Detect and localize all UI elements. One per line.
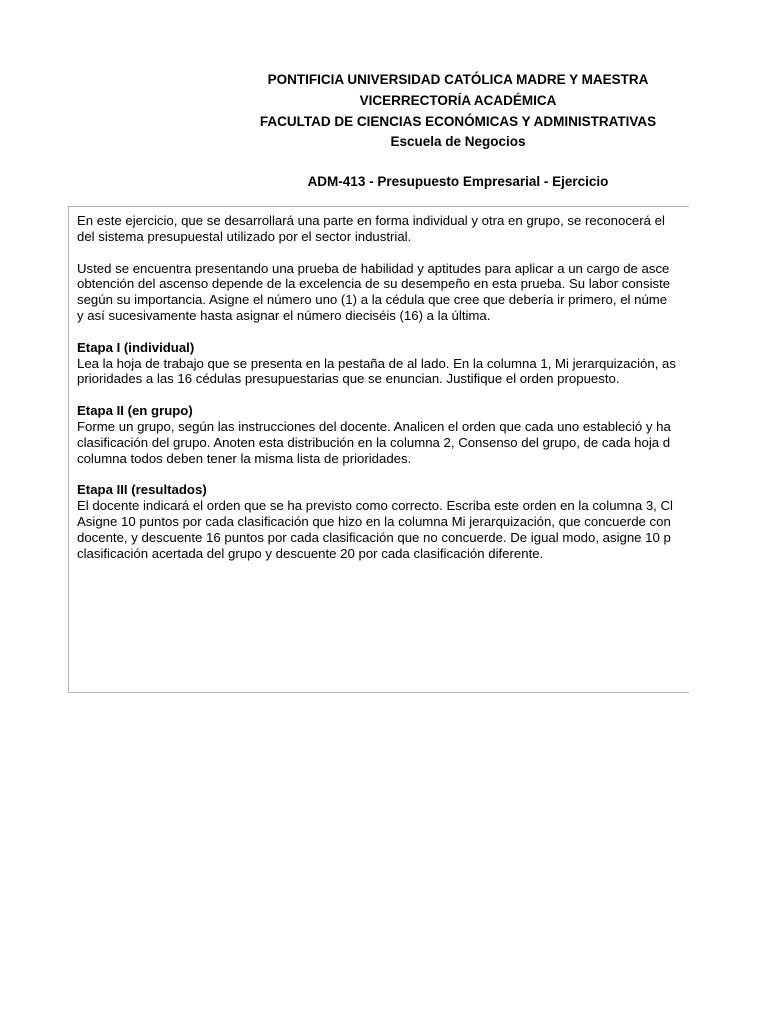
context-paragraph: [77, 261, 689, 324]
stage-1-line: prioridades a las 16 cédulas presupuestarias que se enuncian. Justifique el orden propuesto.: [77, 371, 620, 387]
faculty-name: FACULTAD DE CIENCIAS ECONÓMICAS Y ADMINISTRATIVAS: [259, 113, 657, 129]
university-name: PONTIFICIA UNIVERSIDAD CATÓLICA MADRE Y MAESTRA: [267, 72, 649, 87]
instructions-box: [68, 206, 689, 693]
stage-1-section: [77, 340, 689, 387]
stage-3-title: Etapa III (resultados): [77, 482, 207, 498]
stage-3-line: clasificación acertada del grupo y descuente 20 por cada clasificación diferente.: [77, 545, 544, 561]
course-title: ADM-413 - Presupuesto Empresarial - Ejercicio: [307, 174, 609, 189]
intro-paragraph: [77, 213, 689, 245]
stage-3-line: El docente indicará el orden que se ha previsto como correcto. Escriba este orden en la columna 3, Cl: [77, 498, 673, 514]
stage-2-line: Forme un grupo, según las instrucciones del docente. Analicen el orden que cada uno estableció y ha: [77, 418, 671, 434]
intro-line: del sistema presupuestal utilizado por el sector industrial.: [77, 228, 412, 244]
stage-2-line: columna todos deben tener la misma lista de prioridades.: [77, 450, 412, 466]
context-line: obtención del ascenso depende de la excelencia de su desempeño en esta prueba. Su labor consiste: [77, 276, 671, 292]
stage-3-section: [77, 482, 689, 561]
stage-2-line: clasificación del grupo. Anoten esta distribución en la columna 2, Consenso del grupo, de cada hoja d: [77, 434, 671, 450]
instructions-text: [77, 213, 689, 561]
school-name: Escuela de Negocios: [390, 134, 526, 150]
stage-3-line: Asigne 10 puntos por cada clasificación que hizo en la columna Mi jerarquización, que concuerde con: [77, 513, 671, 529]
document-header: [0, 70, 768, 153]
intro-line: En este ejercicio, que se desarrollará una parte en forma individual y otra en grupo, se reconocerá el: [77, 213, 665, 228]
stage-1-title: Etapa I (individual): [77, 339, 195, 355]
stage-1-line: Lea la hoja de trabajo que se presenta en la pestaña de al lado. En la columna 1, Mi jerarquización, as: [77, 355, 676, 371]
context-line: Usted se encuentra presentando una prueba de habilidad y aptitudes para aplicar a un cargo de asce: [77, 260, 670, 276]
context-line: y así sucesivamente hasta asignar el número dieciséis (16) a la última.: [77, 307, 491, 323]
stage-2-section: [77, 403, 689, 466]
context-line: según su importancia. Asigne el número uno (1) a la cédula que cree que debería ir primero, el núme: [77, 292, 668, 308]
vice-rectorate: VICERRECTORÍA ACADÉMICA: [359, 92, 557, 108]
stage-2-title: Etapa II (en grupo): [77, 403, 193, 419]
stage-3-line: docente, y descuente 16 puntos por cada clasificación que no concuerde. De igual modo, asigne 10 p: [77, 529, 671, 545]
